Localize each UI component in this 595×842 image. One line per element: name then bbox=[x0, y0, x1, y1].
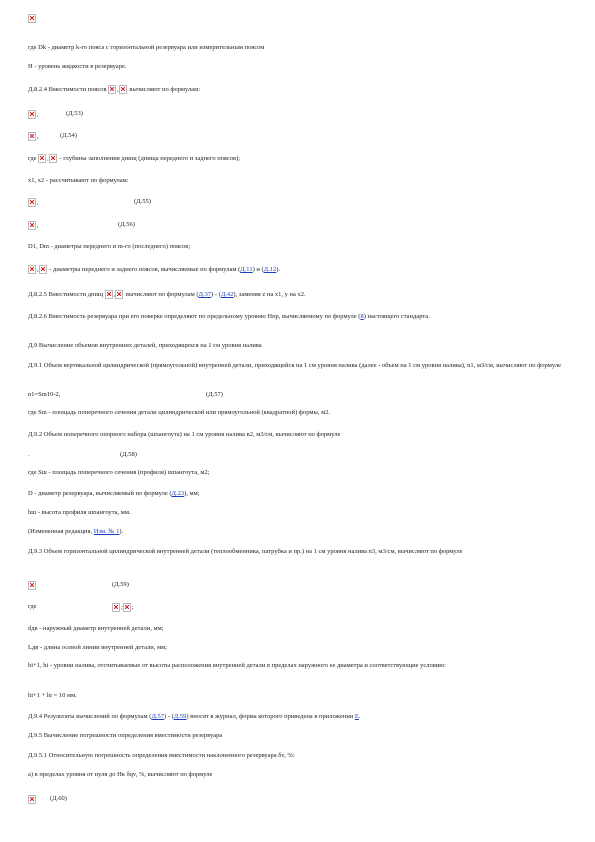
formula-link[interactable]: Д.11 bbox=[240, 265, 253, 273]
formula-images: ; bbox=[112, 603, 134, 612]
section-heading bbox=[28, 732, 565, 741]
paragraph bbox=[28, 771, 565, 780]
formula-number: (Д.60) bbox=[50, 795, 67, 802]
paragraph bbox=[28, 409, 565, 418]
broken-image-icon bbox=[28, 581, 36, 590]
paragraph bbox=[28, 509, 565, 518]
text: . bbox=[358, 713, 361, 720]
broken-image-icon bbox=[28, 198, 36, 207]
text: Д.9.5 Вычисление погрешности определения вместимости резервуара bbox=[28, 732, 223, 739]
formula-row bbox=[28, 581, 565, 590]
paragraph bbox=[28, 63, 565, 72]
broken-image-icon bbox=[119, 85, 127, 94]
text: ), заменяя z на x1, y на x2. bbox=[233, 290, 306, 298]
text: hш - высота профиля шпангоута, мм. bbox=[28, 509, 131, 516]
broken-image-icon bbox=[38, 154, 46, 163]
text: x1, x2 - рассчитывают по формулам: bbox=[28, 177, 129, 184]
text: а) в пределах уровня от нуля до Hк δqv, %, вычисляют по формуле bbox=[28, 771, 213, 778]
text: Д.8.2.6 Вместимость резервуара при его поверке определяют по предельному уровню Hпр, вычисляемому по формуле ( bbox=[28, 313, 361, 320]
text: ) настоящего стандарта. bbox=[363, 313, 430, 320]
formula-number: (Д.55) bbox=[134, 198, 151, 205]
broken-image-icon bbox=[105, 290, 113, 299]
formula-link[interactable]: Д.42 bbox=[220, 290, 234, 298]
paragraph bbox=[28, 44, 565, 53]
section-heading bbox=[28, 342, 565, 351]
formula-number: (Д.56) bbox=[118, 221, 135, 228]
paragraph bbox=[28, 692, 565, 701]
text: вычисляют по формулам ( bbox=[125, 290, 199, 298]
paragraph bbox=[28, 265, 565, 274]
text: Д.8.2.4 Вместимости поясов bbox=[28, 85, 107, 93]
formula-number: (Д.54) bbox=[60, 132, 77, 139]
paragraph bbox=[28, 313, 565, 322]
text: Д.9.3 Объем горизонтальной цилиндрической внутренней детали (теплообменника, патрубка и пр.) на 1 см уровня налива n3, м3/см, вычисляют по формуле bbox=[28, 548, 463, 555]
text: ) - ( bbox=[164, 713, 174, 720]
paragraph bbox=[28, 644, 565, 653]
broken-image-icon bbox=[28, 14, 36, 23]
formula-row: , (Д.56) bbox=[28, 221, 565, 230]
formula-row bbox=[28, 391, 565, 400]
text: hi+1 + hi = 10 мм. bbox=[28, 692, 77, 699]
text: ) и ( bbox=[252, 265, 264, 273]
text: Д.8.2.5 Вместимости днищ bbox=[28, 290, 104, 298]
broken-image-icon bbox=[115, 290, 123, 299]
text: где Sш - площадь поперечного сечения (профиля) шпангоута, м2; bbox=[28, 469, 210, 476]
paragraph bbox=[28, 362, 565, 371]
formula-row bbox=[28, 795, 565, 804]
paragraph bbox=[28, 469, 565, 478]
text: ), мм; bbox=[184, 490, 200, 497]
paragraph bbox=[28, 290, 565, 299]
paragraph bbox=[28, 177, 565, 186]
formula-link[interactable]: 8 bbox=[360, 313, 364, 320]
text: ). bbox=[119, 528, 124, 535]
formula-row: , (Д.53) bbox=[28, 110, 565, 119]
text: где Dk - диаметр k-го пояса с горизонтальной резервуара или измерительным поясом bbox=[28, 44, 265, 51]
text: D - диаметр резервуара, вычисляемый по формуле ( bbox=[28, 490, 172, 497]
paragraph bbox=[28, 490, 565, 499]
text: dдв - наружный диаметр внутренней детали, мм; bbox=[28, 625, 164, 632]
appendix-link[interactable]: Е bbox=[354, 713, 359, 720]
formula-image-row bbox=[28, 14, 565, 23]
paragraph bbox=[28, 752, 565, 761]
formula-number: (Д.58) bbox=[120, 451, 137, 458]
text: где bbox=[28, 603, 37, 610]
broken-image-icon bbox=[28, 795, 36, 804]
formula-link[interactable]: Д.57 bbox=[151, 713, 165, 720]
text: ). bbox=[276, 265, 280, 273]
text: H - уровень жидкости в резервуаре. bbox=[28, 63, 127, 70]
text: Д.9 Вычисление объемов внутренних деталей, приходящихся на 1 см уровня налива bbox=[28, 342, 262, 349]
formula-link[interactable]: Д.59 bbox=[173, 713, 187, 720]
broken-image-icon bbox=[28, 110, 36, 119]
text: Д.9.1 Объем вертикальной цилиндрической (прямоугольной) внутренней детали, приходящейся на 1 см уровня налива (далее - объем на 1 см уровня налива), n1, м3/см, вычисляют по формуле bbox=[28, 362, 561, 369]
formula-link[interactable]: Д.23 bbox=[171, 490, 185, 497]
text: ) вносят в журнал, форма которого приведена в приложении bbox=[186, 713, 355, 720]
broken-image-icon bbox=[39, 265, 47, 274]
broken-image-icon bbox=[123, 603, 131, 612]
formula-row: , (Д.54) bbox=[28, 132, 565, 141]
paragraph bbox=[28, 243, 565, 252]
paragraph bbox=[28, 431, 565, 440]
broken-image-icon bbox=[49, 154, 57, 163]
formula-row: , (Д.55) bbox=[28, 198, 565, 207]
paragraph bbox=[28, 713, 565, 722]
formula-number: (Д.59) bbox=[112, 581, 129, 588]
broken-image-icon bbox=[112, 603, 120, 612]
broken-image-icon bbox=[108, 85, 116, 94]
paragraph bbox=[28, 625, 565, 634]
paragraph bbox=[28, 548, 565, 557]
text: (Измененная редакция, bbox=[28, 528, 94, 535]
text: где Sm - площадь поперечного сечения детали цилиндрической или прямоугольной (квадратной) формы, м2. bbox=[28, 409, 331, 416]
text: - глубины заполнения днищ (днища переднего и заднего поясов); bbox=[59, 154, 241, 162]
text: D1, Dm - диаметры переднего и m-го (последнего) поясов; bbox=[28, 243, 191, 250]
amendment-link[interactable]: Изм. № 1 bbox=[93, 528, 120, 535]
paragraph bbox=[28, 662, 565, 671]
text: - диаметры переднего и заднего поясов, вычисляемые по формулам ( bbox=[49, 265, 241, 273]
text: hi+1, hi - уровни налива, отсчитываемые от высоты расположения внутренней детали в пределах наружного ее диаметра и соответствующие условию: bbox=[28, 662, 446, 669]
paragraph bbox=[28, 85, 565, 94]
text: вычисляют по формулам: bbox=[129, 85, 201, 93]
formula-text: . bbox=[28, 451, 30, 458]
text: где bbox=[28, 154, 37, 162]
text: ) - ( bbox=[211, 290, 221, 298]
text: Д.9.2 Объем поперечного опорного набора (шпангоута) на 1 см уровня налива n2, м3/см, вычисляют по формуле bbox=[28, 431, 341, 438]
formula-number: (Д.53) bbox=[66, 110, 83, 117]
formula-link[interactable]: Д.37 bbox=[198, 290, 212, 298]
paragraph bbox=[28, 528, 565, 537]
paragraph bbox=[28, 154, 565, 163]
broken-image-icon bbox=[28, 265, 36, 274]
broken-image-icon bbox=[28, 221, 36, 230]
formula-row bbox=[28, 603, 565, 612]
formula-link[interactable]: Д.12 bbox=[263, 265, 277, 273]
text: Lдв - длина осевой линии внутренней детали, мм; bbox=[28, 644, 168, 651]
formula-text: n1=Sm10-2, bbox=[28, 391, 61, 398]
formula-number: (Д.57) bbox=[206, 391, 223, 398]
broken-image-icon bbox=[28, 132, 36, 141]
text: Д.9.5.1 Относительную погрешность определения вместимости наклоненного резервуара δv, %: bbox=[28, 752, 295, 759]
formula-row bbox=[28, 451, 565, 460]
text: Д.9.4 Результаты вычислений по формулам ( bbox=[28, 713, 152, 720]
